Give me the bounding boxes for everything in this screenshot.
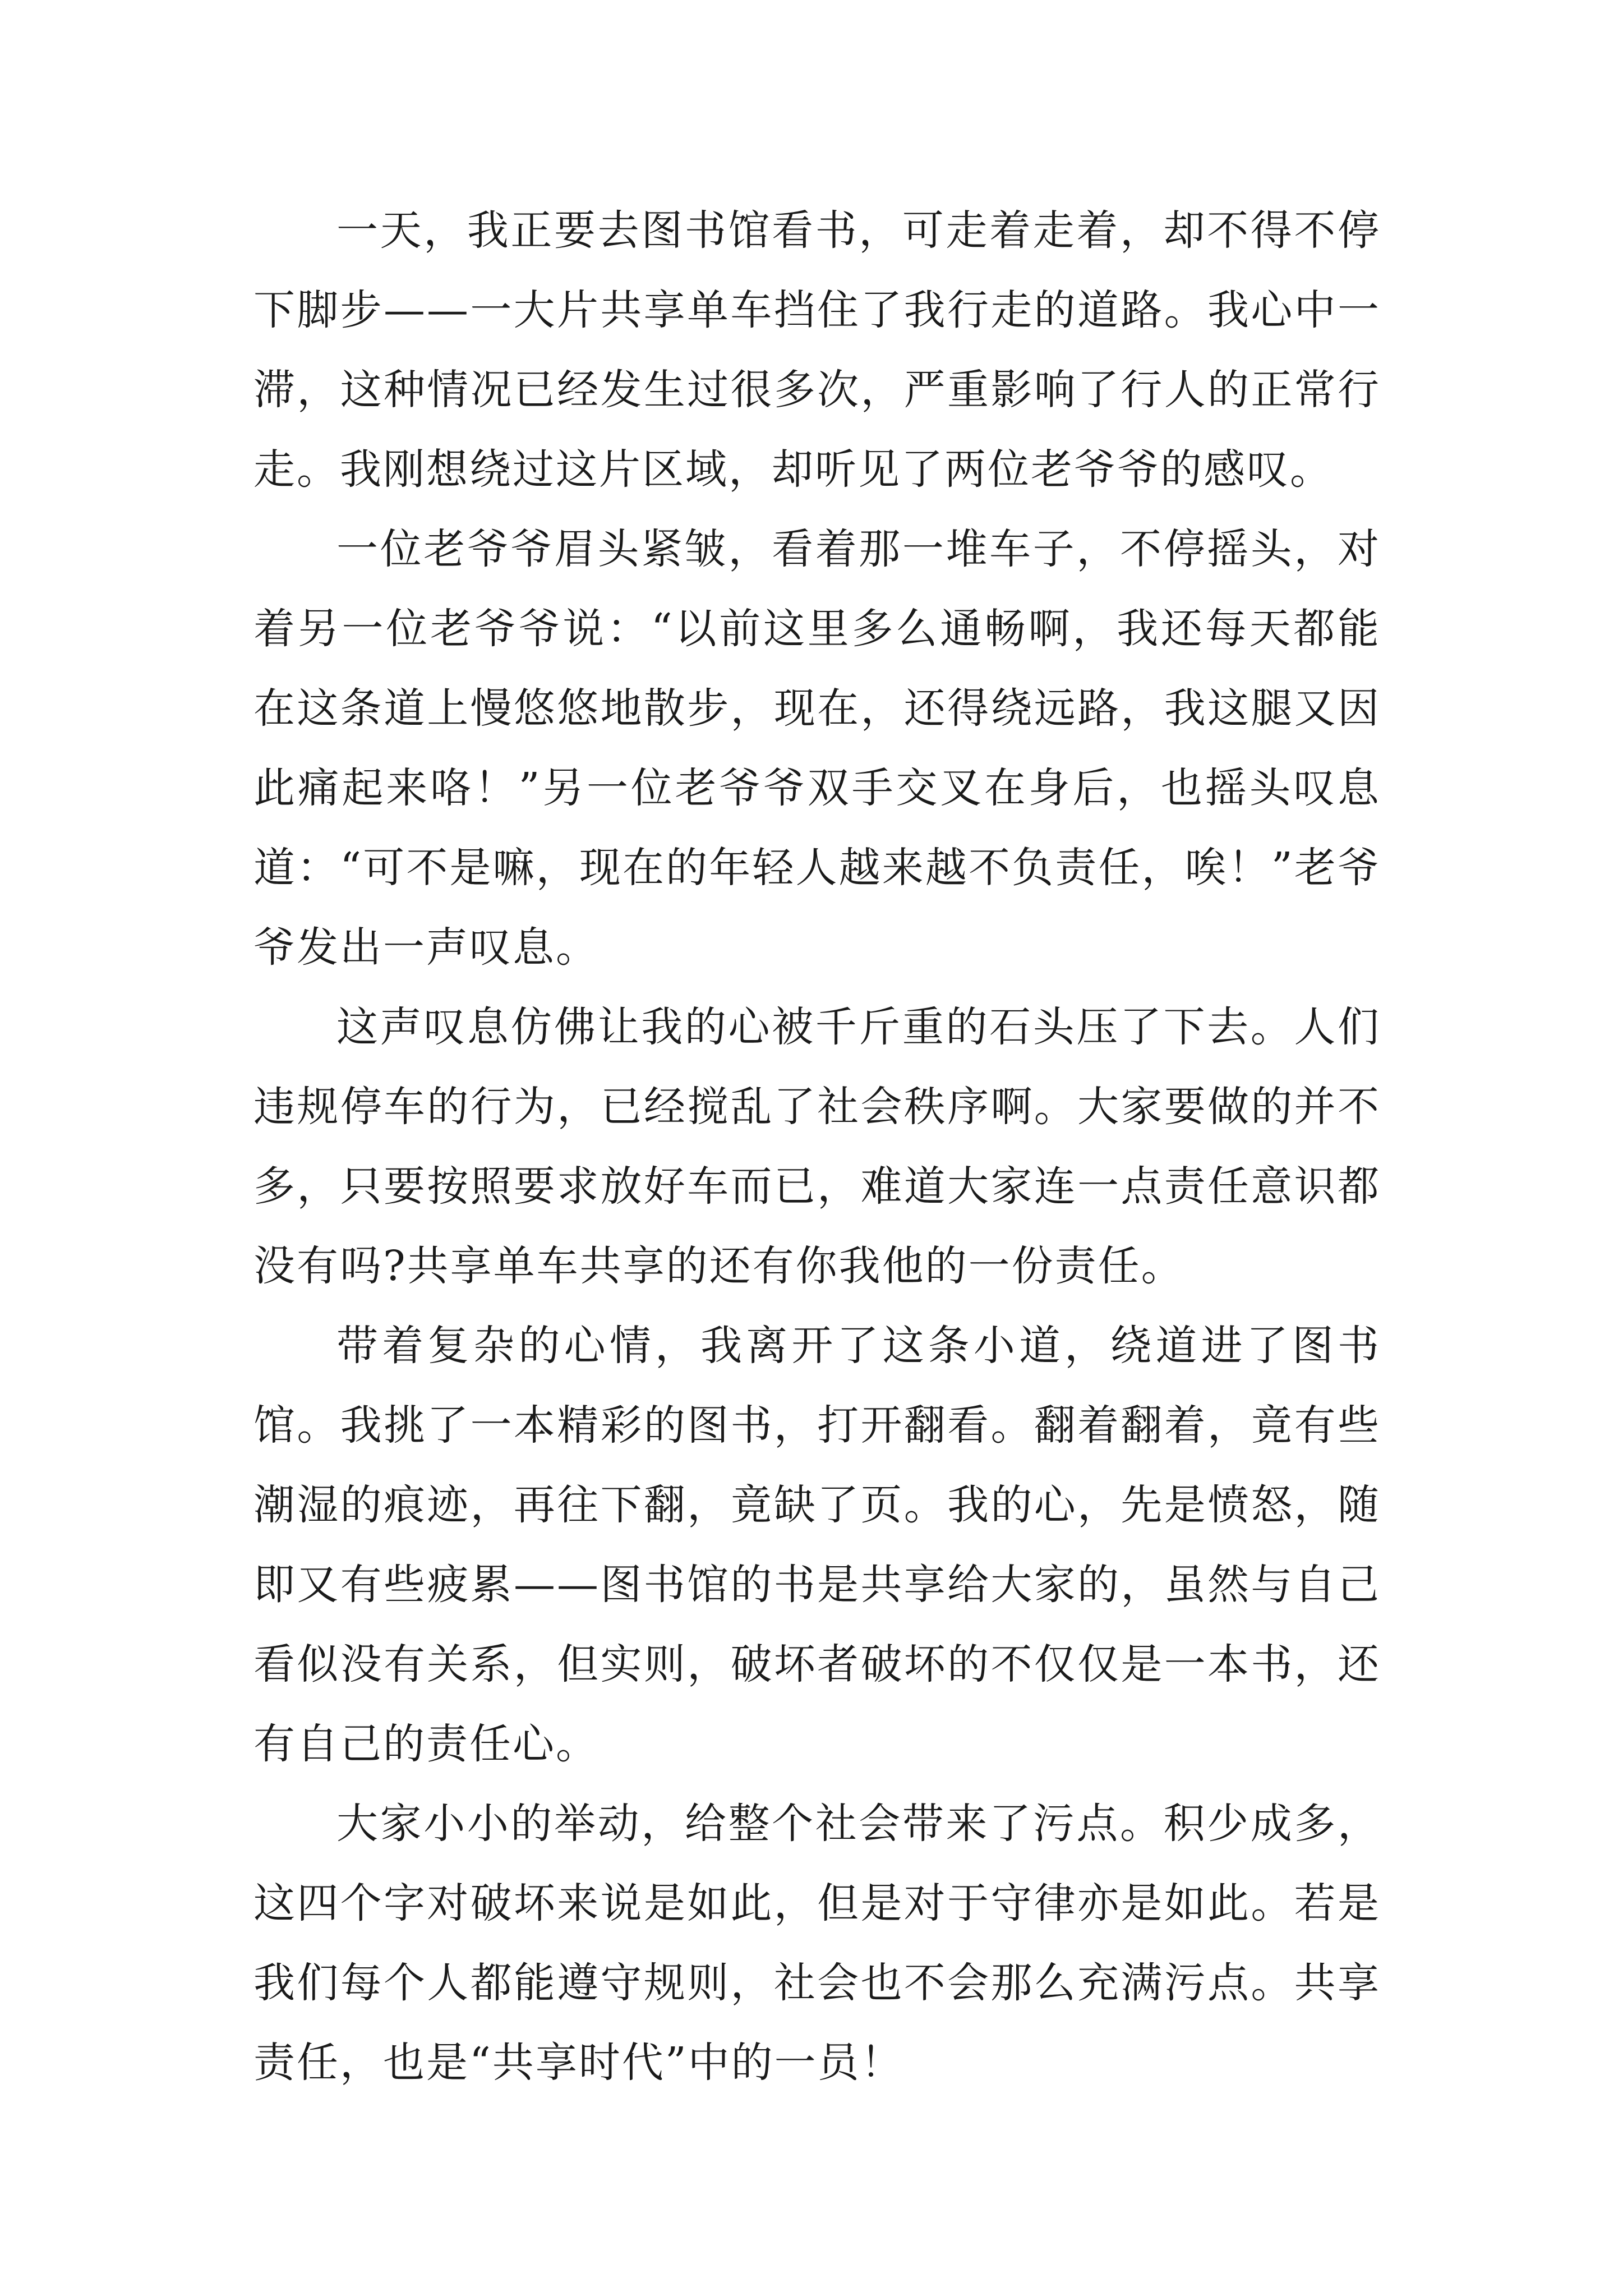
paragraph-3: 这声叹息仿佛让我的心被千斤重的石头压了下去。人们违规停车的行为，已经搅乱了社会秩序啊。大家要做的并不多，只要按照要求放好车而已，难道大家连一点责任意识都没有吗?共享单车共享的还有你我他的一份责任。 <box>253 1003 1381 1290</box>
paragraph-1: 一天，我正要去图书馆看书，可走着走着，却不得不停下脚步——一大片共享单车挡住了我行走的道路。我心中一滞，这种情况已经发生过很多次，严重影响了行人的正常行走。我刚想绕过这片区域，却听见了两位老爷爷的感叹。 <box>253 206 1381 494</box>
paragraph-4: 带着复杂的心情，我离开了这条小道，绕道进了图书馆。我挑了一本精彩的图书，打开翻看。翻着翻着，竟有些潮湿的痕迹，再往下翻，竟缺了页。我的心，先是愤怒，随即又有些疲累——图书馆的书是共享给大家的，虽然与自己看似没有关系，但实则，破坏者破坏的不仅仅是一本书，还有自己的责任心。 <box>253 1322 1381 1768</box>
document-body <box>253 191 1381 2102</box>
paragraph-5: 大家小小的举动，给整个社会带来了污点。积少成多，这四个字对破坏来说是如此，但是对于守律亦是如此。若是我们每个人都能遵守规则，社会也不会那么充满污点。共享责任，也是“共享时代”中的一员！ <box>253 1800 1381 2087</box>
paragraph-2: 一位老爷爷眉头紧皱，看着那一堆车子，不停摇头，对着另一位老爷爷说：“以前这里多么通畅啊，我还每天都能在这条道上慢悠悠地散步，现在，还得绕远路，我这腿又因此痛起来咯！”另一位老爷爷双手交叉在身后，也摇头叹息道：“可不是嘛，现在的年轻人越来越不负责任，唉！”老爷爷发出一声叹息。 <box>253 525 1381 972</box>
